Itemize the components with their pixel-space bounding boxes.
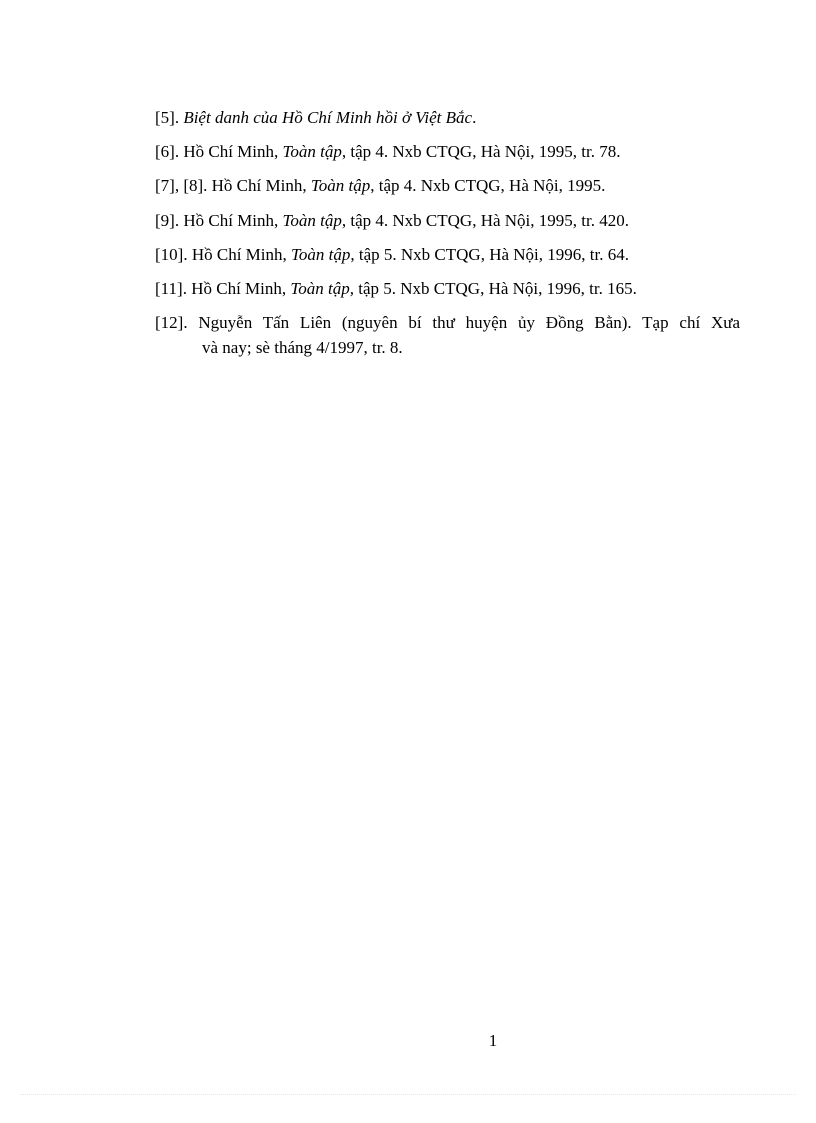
reference-title: Toàn tập [291, 244, 351, 264]
reference-item [155, 242, 740, 267]
reference-author: Hồ Chí Minh, [183, 142, 279, 162]
reference-number: [5]. [155, 108, 180, 127]
page-bottom-divider [20, 1094, 796, 1095]
reference-detail: , tập 5. Nxb CTQG, Hà Nội, 1996, tr. 64. [350, 244, 629, 264]
reference-author: Hồ Chí Minh, [183, 210, 279, 230]
reference-item [155, 105, 740, 130]
reference-detail: , tập 4. Nxb CTQG, Hà Nội, 1995, tr. 420. [341, 210, 629, 230]
reference-item [155, 310, 740, 360]
reference-author: Hồ Chí Minh, [191, 244, 287, 264]
reference-number: [12]. [155, 313, 188, 333]
reference-title: Toàn tập [310, 176, 371, 196]
reference-text: Nguyễn Tấn Liên (nguyên bí thư huyện ủy Đồng Bằn). Tạp chí Xưa [198, 313, 741, 333]
page-number-container [0, 1031, 816, 1051]
page-number: 1 [488, 1031, 498, 1050]
reference-title: Toàn tập [282, 210, 342, 230]
reference-list [155, 105, 740, 369]
reference-detail: , tập 4. Nxb CTQG, Hà Nội, 1995, tr. 78. [341, 142, 621, 162]
reference-title: Toàn tập, [290, 278, 355, 298]
reference-number: [11]. [155, 278, 187, 298]
reference-detail: . [472, 108, 477, 127]
reference-author: Hồ Chí Minh, [211, 176, 307, 196]
reference-number: [9]. [155, 210, 180, 230]
reference-title: Toàn tập [282, 142, 342, 162]
reference-line-2: và nay; sè tháng 4/1997, tr. 8. [202, 338, 403, 358]
reference-detail: , tập 4. Nxb CTQG, Hà Nội, 1995. [370, 176, 606, 196]
reference-item [155, 139, 740, 164]
reference-item [155, 208, 740, 233]
reference-detail: tập 5. Nxb CTQG, Hà Nội, 1996, tr. 165. [354, 278, 637, 298]
reference-author: Hồ Chí Minh, [191, 278, 287, 298]
reference-item [155, 173, 740, 198]
reference-title: Biệt danh của Hồ Chí Minh hồi ở Việt Bắc [183, 108, 473, 127]
reference-number: [6]. [155, 142, 180, 162]
reference-line-1 [155, 310, 740, 335]
reference-number: [7], [8]. [155, 176, 208, 196]
reference-item [155, 276, 740, 301]
reference-number: [10]. [155, 244, 188, 264]
